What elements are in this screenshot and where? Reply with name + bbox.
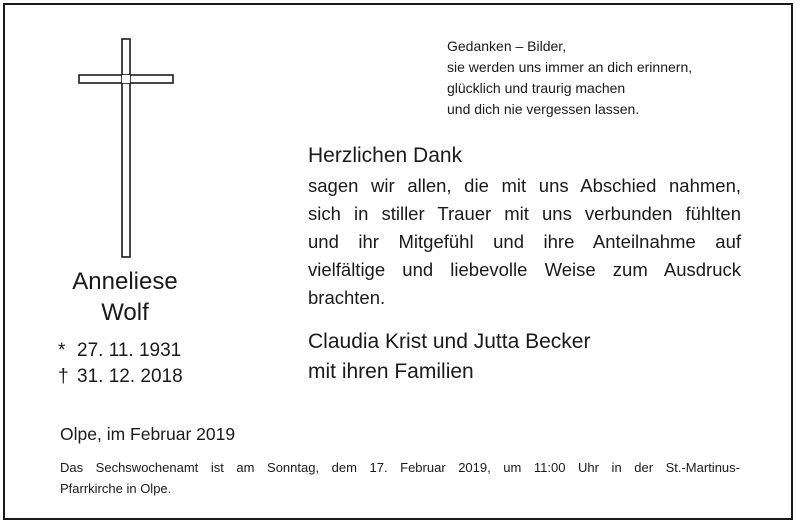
thanks-heading: Herzlichen Dank [308,144,463,167]
poem-line: und dich nie vergessen lassen. [447,101,640,117]
birth-star-icon: * [58,340,66,361]
death-date: 31. 12. 2018 [77,366,183,387]
death-row [58,364,183,390]
notice-line: Das Sechswochenamt ist am Sonntag, dem 17. Februar 2019, um 11:00 Uhr in der St.-Martinus- [60,460,740,475]
notice-line: Pfarrkirche in Olpe. [60,481,172,496]
family-signature [308,327,590,387]
family-suffix: mit ihren Familien [308,360,474,383]
life-dates [58,338,183,390]
birth-date: 27. 11. 1931 [77,340,182,361]
deceased-name [38,266,212,328]
mass-notice [60,457,740,499]
thanks-line: sagen wir allen, die mit uns Abschied nahmen, [308,175,741,196]
cross-icon [78,38,174,258]
thanks-line: und ihr Mitgefühl und ihre Anteilnahme auf [308,231,741,252]
family-names: Claudia Krist und Jutta Becker [308,330,591,353]
death-dagger-icon: † [58,366,69,387]
poem-line: glücklich und traurig machen [447,80,626,96]
place-date: Olpe, im Februar 2019 [60,424,236,444]
birth-row [58,338,183,364]
deceased-last-name: Wolf [101,299,149,326]
poem-line: sie werden uns immer an dich erinnern, [447,59,693,75]
thanks-line: sich in stiller Trauer mit uns verbunden fühlten [308,203,741,224]
deceased-first-name: Anneliese [72,268,178,295]
thanks-line: brachten. [308,287,386,308]
thanks-line: vielfältige und liebevolle Weise zum Ausdruck [308,259,741,280]
thanks-text [308,172,741,312]
poem-line: Gedanken – Bilder, [447,38,567,54]
memorial-poem [447,36,767,120]
